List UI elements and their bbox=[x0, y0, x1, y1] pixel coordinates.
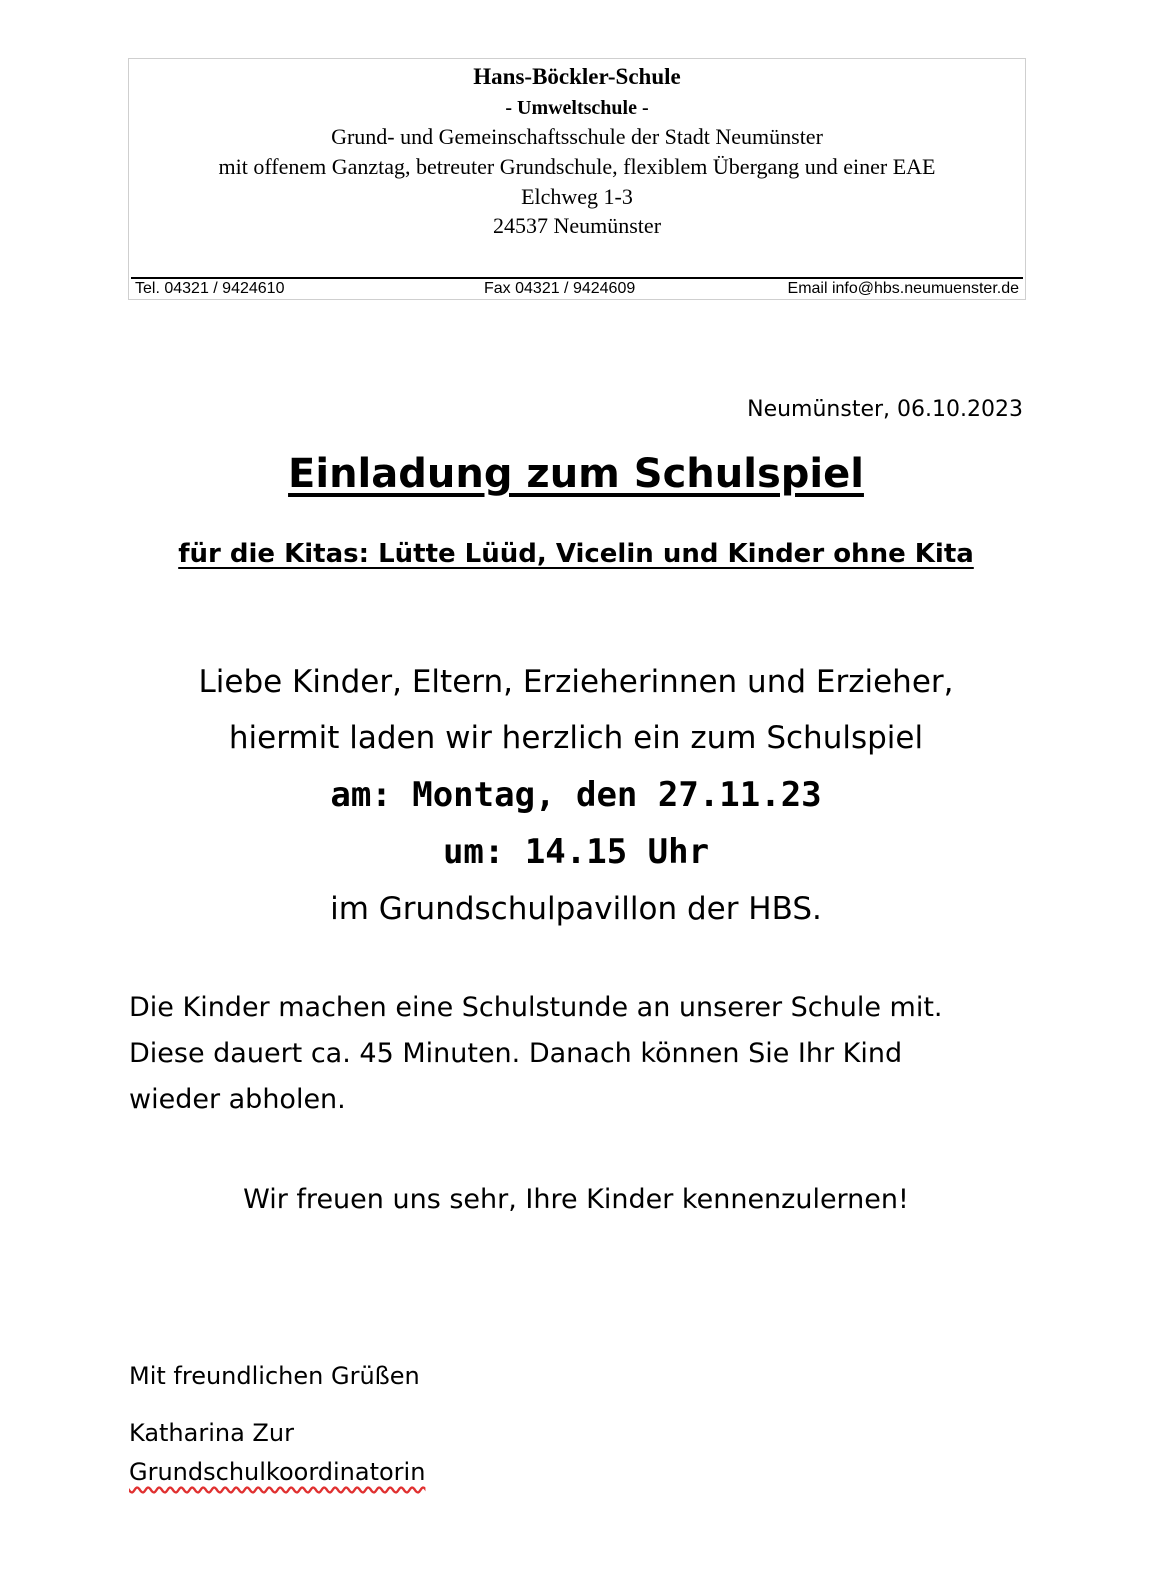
invitation-line: hiermit laden wir herzlich ein zum Schulspiel bbox=[228, 720, 924, 756]
page-title: Einladung zum Schulspiel bbox=[288, 451, 864, 497]
letterhead bbox=[128, 58, 1026, 300]
event-location: im Grundschulpavillon der HBS. bbox=[330, 891, 822, 927]
school-subtitle: - Umweltschule - bbox=[505, 97, 649, 119]
salutation: Liebe Kinder, Eltern, Erzieherinnen und Erzieher, bbox=[198, 664, 954, 700]
contact-phone: Tel. 04321 / 9424610 bbox=[135, 280, 285, 297]
body-line-1: Die Kinder machen eine Schulstunde an unserer Schule mit. bbox=[129, 992, 943, 1023]
contact-fax: Fax 04321 / 9424609 bbox=[484, 280, 636, 297]
body-line-3: wieder abholen. bbox=[129, 1084, 346, 1115]
greeting: Mit freundlichen Grüßen bbox=[129, 1362, 420, 1390]
subtitle bbox=[0, 534, 1152, 574]
closing-line: Wir freuen uns sehr, Ihre Kinder kennenzulernen! bbox=[243, 1184, 909, 1215]
school-name: Hans-Böckler-Schule bbox=[473, 64, 681, 89]
event-date: am: Montag, den 27.11.23 bbox=[330, 775, 822, 815]
subtitle-text: für die Kitas: Lütte Lüüd, Vicelin und Kinder ohne Kita bbox=[178, 539, 974, 569]
signer-name: Katharina Zur bbox=[129, 1419, 294, 1447]
signer-role: Grundschulkoordinatorin bbox=[129, 1458, 426, 1486]
body-line-2: Diese dauert ca. 45 Minuten. Danach können Sie Ihr Kind bbox=[129, 1038, 903, 1069]
school-street: Elchweg 1-3 bbox=[521, 184, 633, 209]
school-features: mit offenem Ganztag, betreuter Grundschule, flexiblem Übergang und einer EAE bbox=[218, 154, 936, 179]
school-city: 24537 Neumünster bbox=[492, 213, 662, 238]
event-time: um: 14.15 Uhr bbox=[442, 832, 710, 872]
contact-email: Email info@hbs.neumuenster.de bbox=[787, 280, 1019, 297]
school-description: Grund- und Gemeinschaftsschule der Stadt Neumünster bbox=[331, 124, 823, 149]
letter-date: Neumünster, 06.10.2023 bbox=[747, 397, 1023, 422]
